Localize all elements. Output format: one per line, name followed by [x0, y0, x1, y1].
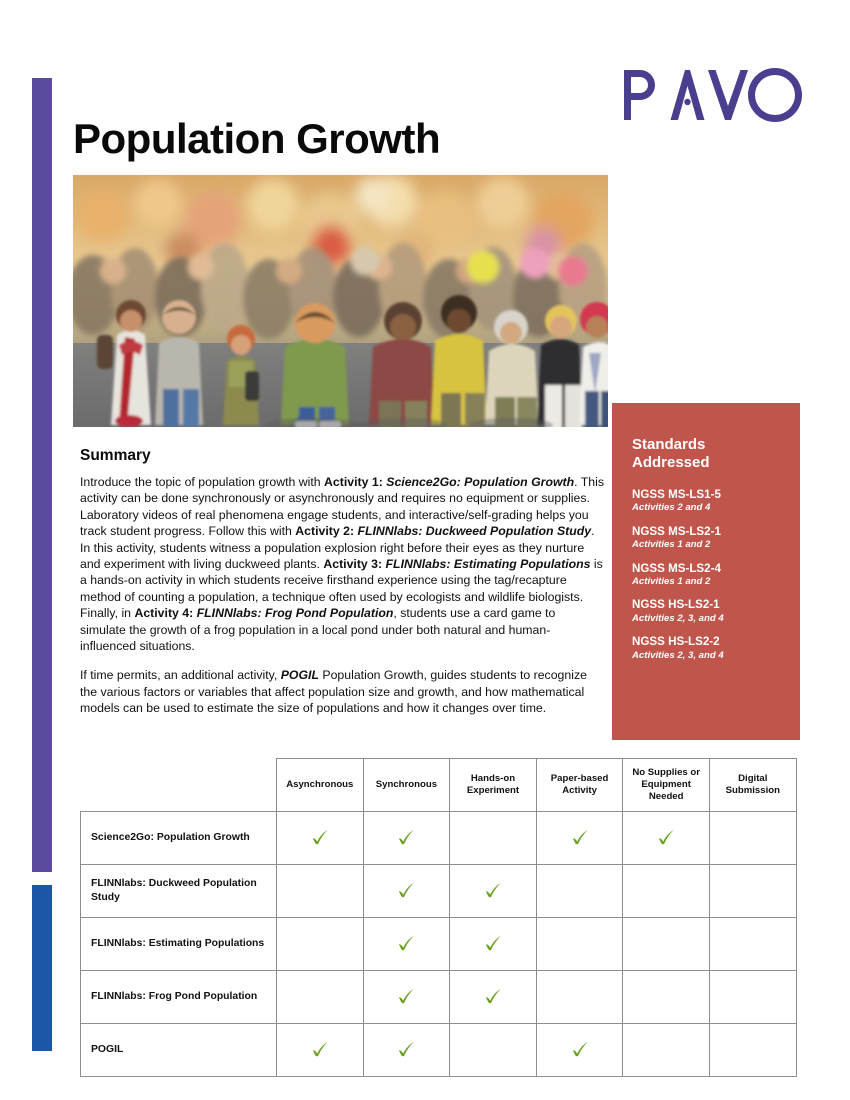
- standards-activities: Activities 1 and 2: [632, 539, 711, 551]
- checkmark-icon: [656, 828, 676, 848]
- standards-heading: Standards Addressed: [632, 436, 710, 471]
- row-label: FLINNlabs: Estimating Populations: [81, 918, 277, 971]
- row-label: FLINNlabs: Duckweed Population Study: [81, 865, 277, 918]
- row-label: POGIL: [81, 1024, 277, 1077]
- checkmark-icon: [310, 1040, 330, 1060]
- checkmark-icon: [483, 934, 503, 954]
- column-header-hands-on-experiment: Hands-on Experiment: [450, 759, 537, 812]
- standards-item: [632, 598, 780, 624]
- standards-item: [632, 525, 780, 551]
- standards-addressed-panel: [612, 403, 800, 740]
- matrix-cell: [277, 812, 364, 865]
- matrix-cell: [536, 971, 623, 1024]
- table-header-row: [81, 759, 797, 812]
- checkmark-icon: [570, 1040, 590, 1060]
- matrix-cell: [536, 918, 623, 971]
- matrix-cell: [623, 971, 710, 1024]
- checkmark-icon: [483, 881, 503, 901]
- standards-item: [632, 488, 780, 514]
- column-header-paper-based-activity: Paper-based Activity: [536, 759, 623, 812]
- standards-activities: Activities 2 and 4: [632, 502, 711, 514]
- matrix-cell: [450, 865, 537, 918]
- activity-matrix-table: [80, 758, 797, 1077]
- matrix-cell: [363, 918, 450, 971]
- matrix-cell: [709, 812, 796, 865]
- checkmark-icon: [396, 881, 416, 901]
- matrix-cell: [277, 1024, 364, 1077]
- standards-code: NGSS MS-LS1-5: [632, 488, 721, 501]
- summary-section: [80, 447, 604, 717]
- matrix-cell: [450, 1024, 537, 1077]
- matrix-cell: [363, 1024, 450, 1077]
- standards-list: [632, 488, 780, 661]
- checkmark-icon: [396, 934, 416, 954]
- standards-item: [632, 562, 780, 588]
- table-body: [81, 812, 797, 1077]
- row-label: Science2Go: Population Growth: [81, 812, 277, 865]
- sidebar-accent-bar-blue: [32, 885, 52, 1051]
- matrix-cell: [623, 865, 710, 918]
- checkmark-icon: [483, 987, 503, 1007]
- matrix-cell: [709, 865, 796, 918]
- page-title: Population Growth: [73, 115, 441, 162]
- matrix-cell: [623, 918, 710, 971]
- hero-crowd-photo: [73, 175, 608, 427]
- checkmark-icon: [310, 828, 330, 848]
- table-row: [81, 812, 797, 865]
- checkmark-icon: [396, 1040, 416, 1060]
- checkmark-icon: [570, 828, 590, 848]
- matrix-cell: [450, 812, 537, 865]
- matrix-cell: [536, 865, 623, 918]
- column-header-synchronous: Synchronous: [363, 759, 450, 812]
- matrix-cell: [450, 971, 537, 1024]
- matrix-cell: [363, 971, 450, 1024]
- matrix-cell: [277, 918, 364, 971]
- pavo-logo: [622, 66, 802, 124]
- matrix-cell: [623, 1024, 710, 1077]
- table-corner-cell: [81, 759, 277, 812]
- matrix-cell: [709, 971, 796, 1024]
- sidebar-accent-bar-purple: [32, 78, 52, 872]
- row-label: FLINNlabs: Frog Pond Population: [81, 971, 277, 1024]
- standards-code: NGSS MS-LS2-1: [632, 524, 721, 538]
- table-row: [81, 865, 797, 918]
- standards-code: NGSS HS-LS2-2: [632, 635, 720, 649]
- matrix-cell: [709, 918, 796, 971]
- standards-code: NGSS MS-LS2-4: [632, 561, 721, 575]
- column-header-digital-submission: Digital Submission: [709, 759, 796, 812]
- standards-activities: Activities 2, 3, and 4: [632, 649, 724, 661]
- column-header-asynchronous: Asynchronous: [277, 759, 364, 812]
- matrix-cell: [277, 865, 364, 918]
- matrix-cell: [450, 918, 537, 971]
- summary-paragraph-1: Introduce the topic of population growth with Activity 1: Science2Go: Population Growth. This activity can be done synchronously or asynchronously and requires no equipment or supplies. Laboratory videos of real phenomena engage students, and interactive/self-grading helps you track student progress. Follow this with Activity 2: FLINNlabs: Duckweed Population Study. In this activity, students witness a population explosion right before their eyes as they nurture and experiment with living duckweed plants. Activity 3: FLINNlabs: Estimating Populations is a hands-on activity in which students receive firsthand experience using the tag/recapture method of counting a population, a technique often used by ecologists and wildlife biologists. Finally, in Activity 4: FLINNlabs: Frog Pond Population, students use a card game to simulate the growth of a frog population in a local pond under both natural and human-influenced situations.: [80, 475, 604, 654]
- matrix-cell: [623, 812, 710, 865]
- matrix-cell: [363, 865, 450, 918]
- matrix-cell: [363, 812, 450, 865]
- checkmark-icon: [396, 828, 416, 848]
- matrix-cell: [536, 812, 623, 865]
- checkmark-icon: [396, 987, 416, 1007]
- standards-activities: Activities 1 and 2: [632, 575, 711, 587]
- standards-code: NGSS HS-LS2-1: [632, 598, 720, 612]
- summary-heading: Summary: [80, 447, 151, 464]
- summary-paragraph-2: If time permits, an additional activity, POGIL Population Growth, guides students to recognize the various factors or variables that affect population size and growth, and how mathematical models can be used to estimate the size of populations and how it changes over time.: [80, 668, 587, 716]
- table-row: [81, 918, 797, 971]
- standards-activities: Activities 2, 3, and 4: [632, 612, 724, 624]
- standards-item: [632, 635, 780, 661]
- matrix-cell: [709, 1024, 796, 1077]
- column-header-no-supplies-needed: No Supplies or Equipment Needed: [623, 759, 710, 812]
- matrix-cell: [536, 1024, 623, 1077]
- table-row: [81, 1024, 797, 1077]
- matrix-cell: [277, 971, 364, 1024]
- table-row: [81, 971, 797, 1024]
